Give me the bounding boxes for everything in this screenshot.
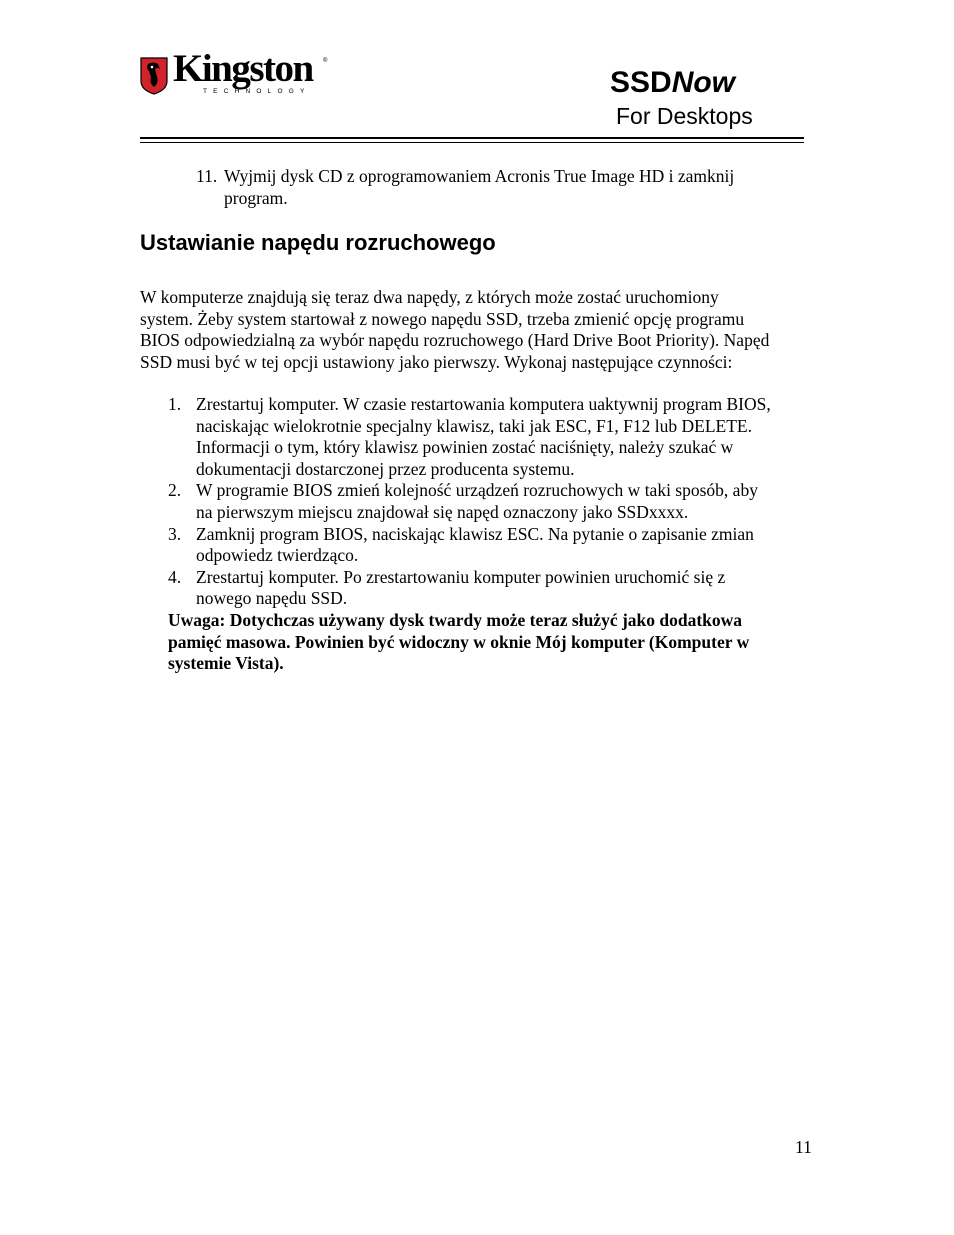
section-heading: Ustawianie napędu rozruchowego	[140, 230, 496, 255]
step-number: 2.	[168, 480, 182, 501]
kingston-seal-icon	[140, 57, 168, 95]
step-line: Zamknij program BIOS, naciskając klawisz ESC. Na pytanie o zapisanie zmian	[196, 523, 754, 544]
list-item-step-11	[196, 166, 816, 209]
paragraph-line: SSD musi być w tej opcji ustawiony jako pierwszy. Wykonaj następujące czynności:	[140, 351, 733, 372]
brand-name: Kingston	[173, 47, 313, 90]
step-line: dokumentacji dostarczonej przez producenta systemu.	[196, 458, 575, 479]
note-line: pamięć masowa. Powinien być widoczny w oknie Mój komputer (Komputer w	[168, 631, 750, 652]
intro-paragraph	[140, 287, 820, 373]
step-line: Informacji o tym, który klawisz powinien zostać naciśnięty, należy szukać w	[196, 437, 734, 458]
header-rule-thick	[140, 137, 804, 139]
note-line: Uwaga: Dotychczas używany dysk twardy może teraz służyć jako dodatkowa	[168, 609, 743, 630]
step-line: Wyjmij dysk CD z oprogramowaniem Acronis True Image HD i zamknij	[224, 166, 735, 186]
list-item-step-4	[168, 567, 828, 610]
step-line: program.	[224, 187, 288, 208]
note-paragraph	[168, 610, 828, 675]
note-line: systemie Vista).	[168, 653, 284, 674]
paragraph-line: system. Żeby system startował z nowego napędu SSD, trzeba zmienić opcję programu	[140, 308, 745, 329]
step-line: Zrestartuj komputer. W czasie restartowania komputera uaktywnij program BIOS,	[196, 394, 771, 414]
steps-list	[168, 394, 828, 675]
step-line: W programie BIOS zmień kolejność urządzeń rozruchowych w taki sposób, aby	[196, 480, 758, 501]
product-variant: For Desktops	[616, 103, 753, 129]
step-number: 4.	[168, 566, 182, 587]
paragraph-line: W komputerze znajdują się teraz dwa napędy, z których może zostać uruchomiony	[140, 287, 719, 307]
list-item-step-3	[168, 524, 828, 567]
step-line: odpowiedz twierdząco.	[196, 545, 359, 566]
paragraph-line: BIOS odpowiedzialną za wybór napędu rozruchowego (Hard Drive Boot Priority). Napęd	[140, 330, 770, 351]
product-ssd: SSD	[610, 66, 672, 99]
step-line: naciskając wielokrotnie specjalny klawisz, taki jak ESC, F1, F12 lub DELETE.	[196, 415, 752, 436]
step-number: 11.	[196, 166, 218, 186]
kingston-logo	[140, 47, 330, 99]
product-name	[610, 68, 735, 98]
brand-subtitle: TECHNOLOGY	[203, 88, 311, 95]
step-line: nowego napędu SSD.	[196, 588, 348, 609]
list-item-step-1	[168, 394, 828, 480]
step-line: Zrestartuj komputer. Po zrestartowaniu komputer powinien uruchomić się z	[196, 566, 726, 587]
list-item-step-2	[168, 480, 828, 523]
step-line: na pierwszym miejscu znajdował się napęd oznaczony jako SSDxxxx.	[196, 501, 689, 522]
product-now: Now	[671, 66, 736, 99]
header-rule-thin	[140, 142, 804, 143]
brand-trademark: ®	[323, 58, 328, 64]
step-number: 1.	[168, 394, 182, 414]
step-number: 3.	[168, 523, 182, 544]
page-number: 11	[795, 1137, 812, 1157]
